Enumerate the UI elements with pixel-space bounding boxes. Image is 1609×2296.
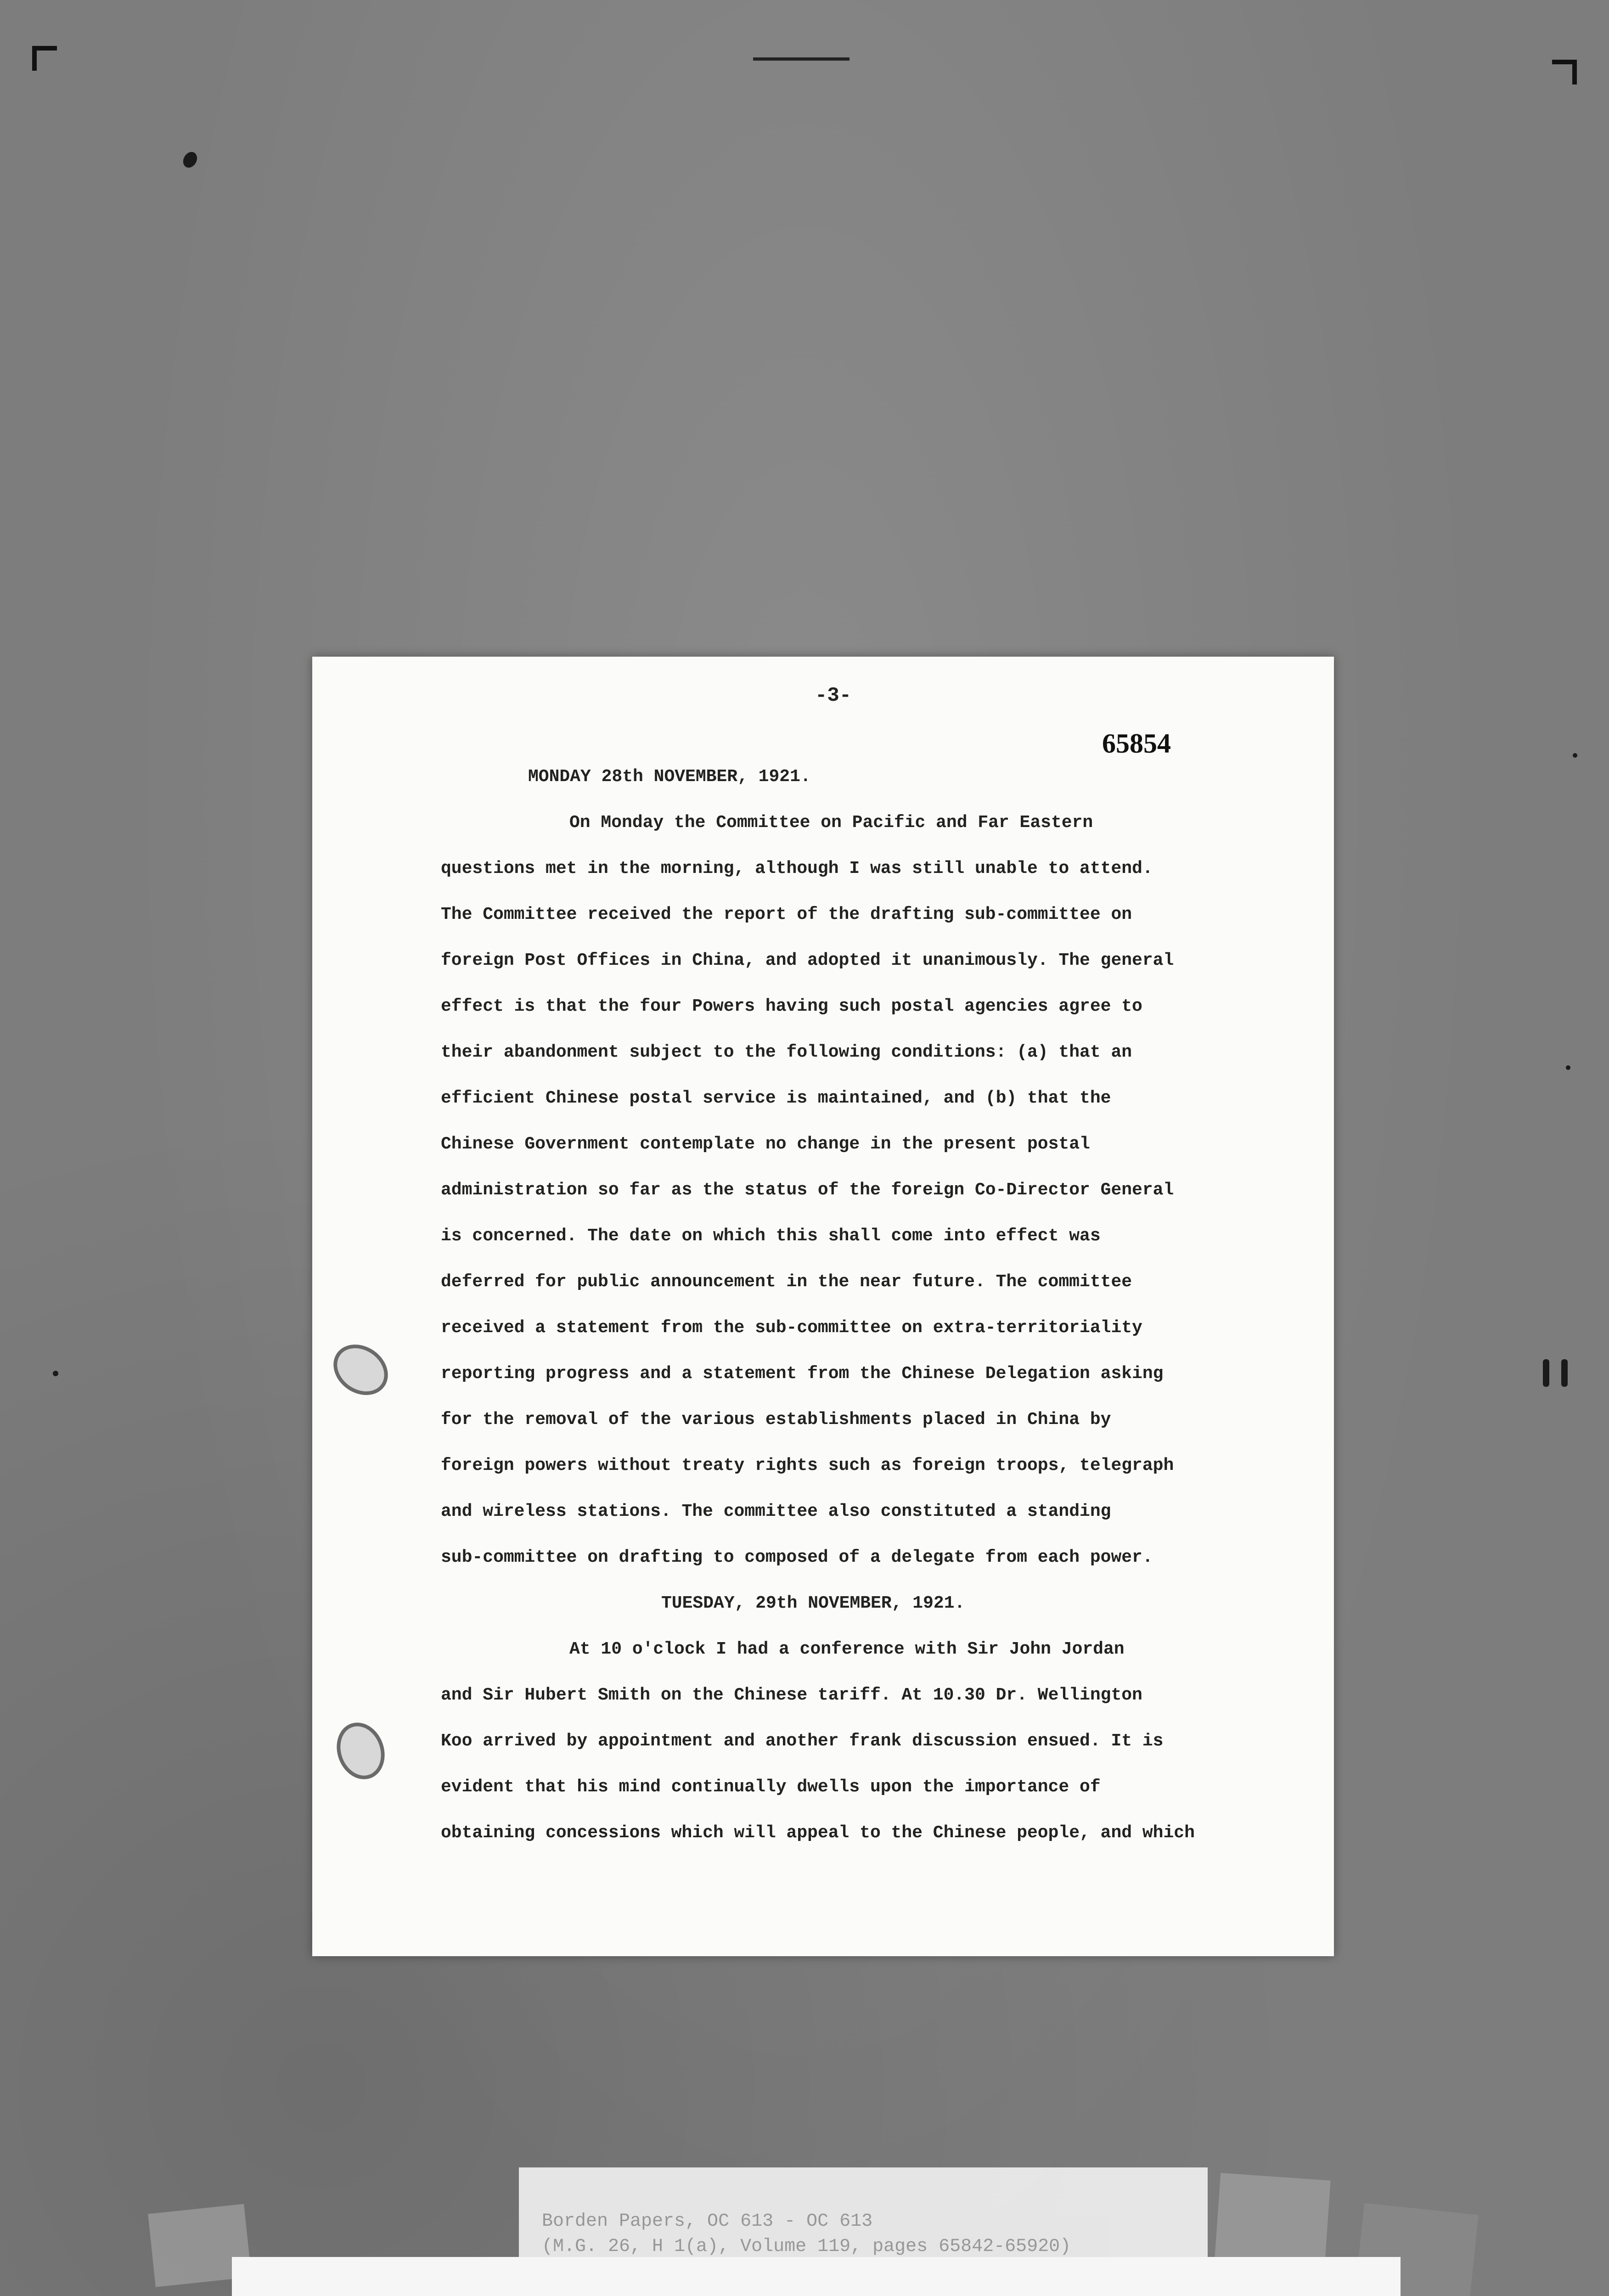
punch-hole (329, 1716, 392, 1786)
text-line: for the removal of the various establishments placed in China by (441, 1410, 1111, 1429)
text-line: efficient Chinese postal service is maintained, and (b) that the (441, 1088, 1111, 1108)
date-heading: TUESDAY, 29th NOVEMBER, 1921. (661, 1593, 965, 1613)
text-line: effect is that the four Powers having such postal agencies agree to (441, 996, 1142, 1016)
text-line: is concerned. The date on which this shall come into effect was (441, 1226, 1101, 1246)
punch-hole (324, 1334, 398, 1405)
film-speck (53, 1371, 58, 1376)
text-line: obtaining concessions which will appeal to the Chinese people, and which (441, 1823, 1195, 1843)
film-speck (1566, 1065, 1570, 1070)
text-line: At 10 o'clock I had a conference with Sir John Jordan (569, 1639, 1125, 1659)
text-line: and wireless stations. The committee also constituted a standing (441, 1502, 1111, 1521)
text-line: deferred for public announcement in the near future. The committee (441, 1272, 1132, 1292)
reference-number: 65854 (1102, 728, 1171, 759)
date-heading: MONDAY 28th NOVEMBER, 1921. (528, 767, 811, 787)
archives-card (232, 2257, 1401, 2296)
film-speck (1561, 1359, 1568, 1387)
film-speck (1543, 1359, 1549, 1387)
text-line: sub-committee on drafting to composed of a delegate from each power. (441, 1548, 1153, 1567)
crop-mark-top-left (32, 46, 57, 71)
text-line: their abandonment subject to the following conditions: (a) that an (441, 1042, 1132, 1062)
film-speck (180, 149, 200, 170)
source-label-line: (M.G. 26, H 1(a), Volume 119, pages 65842-65920) (542, 2236, 1071, 2257)
frame-mark (753, 57, 850, 61)
text-line: Koo arrived by appointment and another frank discussion ensued. It is (441, 1731, 1164, 1751)
crop-mark-top-right (1552, 60, 1577, 84)
source-label-line: Borden Papers, OC 613 - OC 613 (542, 2211, 873, 2232)
document-page (312, 657, 1334, 1956)
text-line: administration so far as the status of the foreign Co-Director General (441, 1180, 1174, 1200)
text-line: Chinese Government contemplate no change in the present postal (441, 1134, 1090, 1154)
text-line: received a statement from the sub-committee on extra-territoriality (441, 1318, 1142, 1338)
text-line: The Committee received the report of the drafting sub-committee on (441, 905, 1132, 924)
text-line: On Monday the Committee on Pacific and Far Eastern (569, 813, 1093, 833)
text-line: foreign Post Offices in China, and adopted it unanimously. The general (441, 951, 1174, 970)
text-line: foreign powers without treaty rights such as foreign troops, telegraph (441, 1456, 1174, 1475)
text-line: reporting progress and a statement from the Chinese Delegation asking (441, 1364, 1164, 1384)
film-speck (1573, 753, 1577, 758)
text-line: questions met in the morning, although I was still unable to attend. (441, 859, 1153, 878)
text-line: and Sir Hubert Smith on the Chinese tariff. At 10.30 Dr. Wellington (441, 1685, 1142, 1705)
page-number: -3- (815, 684, 852, 707)
text-line: evident that his mind continually dwells upon the importance of (441, 1777, 1101, 1797)
